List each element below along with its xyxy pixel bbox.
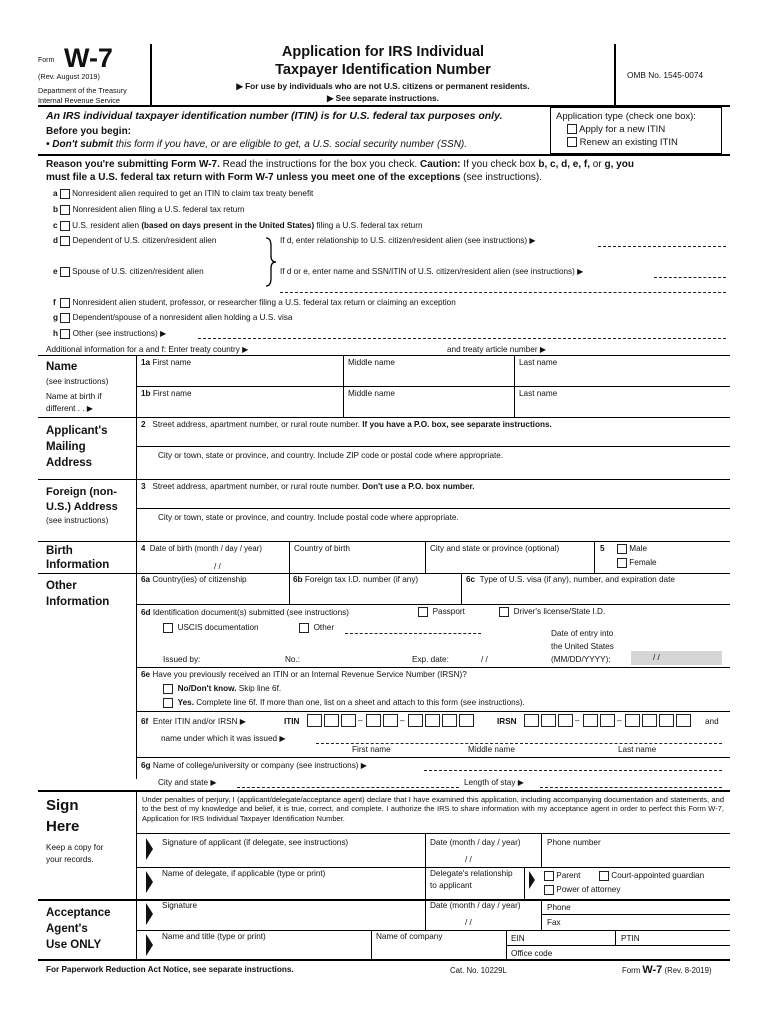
agent-name-title-label: Name and title (type or print) — [162, 932, 266, 941]
form-title-line2: Taxpayer Identification Number — [275, 62, 491, 78]
line-5: 5 — [600, 544, 605, 553]
reason-d-note: If d, enter relationship to U.S. citizen/resident alien (see instructions) ▶ — [280, 236, 536, 245]
parent-checkbox[interactable] — [544, 871, 554, 881]
form-revision: (Rev. August 2019) — [38, 72, 100, 81]
line-6f: 6f Enter ITIN and/or IRSN ▶ — [141, 717, 247, 726]
agent-date-slashes: / / — [465, 918, 472, 927]
line-6e: 6e Have you previously received an ITIN or an Internal Revenue Service Number (IRSN)? — [141, 670, 467, 679]
exp-date-slashes: / / — [481, 655, 488, 664]
no-dont-know-option[interactable]: No/Don't know. Skip line 6f. — [163, 684, 281, 694]
irsn-label: IRSN — [497, 717, 517, 726]
apply-new-option[interactable]: Apply for a new ITIN — [567, 124, 665, 135]
name-at-birth-label: Name at birth if — [46, 392, 102, 401]
before-you-begin: Before you begin: — [46, 126, 132, 137]
sign-date-slashes: / / — [465, 855, 472, 864]
foreign-see-instructions: (see instructions) — [46, 516, 109, 525]
birth-city: City and state or province (optional) — [430, 544, 560, 553]
name-at-birth-label2: different . . ▶ — [46, 404, 94, 413]
agent-name-arrow-icon — [146, 934, 153, 956]
mailing-title2: Mailing — [46, 441, 86, 453]
mailing-title3: Address — [46, 457, 93, 469]
application-type-title: Application type (check one box): — [556, 111, 696, 122]
dob-slashes: / / — [214, 562, 221, 571]
reason-c-checkbox[interactable] — [60, 221, 70, 231]
line-1a: 1a First name — [141, 358, 192, 367]
drivers-option[interactable]: Driver's license/State I.D. — [499, 607, 605, 617]
agent-title2: Agent's — [46, 923, 88, 935]
dept-line1: Department of the Treasury — [38, 86, 127, 95]
reason-e-checkbox[interactable] — [60, 267, 70, 277]
form-title-line1: Application for IRS Individual — [281, 44, 485, 60]
uscis-checkbox[interactable] — [163, 623, 173, 633]
line-6g: 6g Name of college/university or company (see instructions) ▶ — [141, 761, 368, 770]
city-state-label: City and state ▶ — [158, 778, 217, 787]
no-dont-know-checkbox[interactable] — [163, 684, 173, 694]
brace-icon — [263, 236, 279, 288]
male-option[interactable]: Male — [617, 544, 647, 554]
mailing-city: City or town, state or province, and country. Include ZIP code or postal code where appropriate. — [158, 451, 504, 460]
form-word: Form — [38, 57, 55, 64]
agent-office-code-label: Office code — [511, 949, 553, 958]
phone-number-label: Phone number — [547, 838, 601, 847]
agent-title1: Acceptance — [46, 907, 111, 919]
issued-last-name: Last name — [618, 745, 657, 754]
line-2: 2 Street address, apartment number, or rural route number. If you have a P.O. box, see separate instructions. — [141, 420, 552, 429]
delegate-rel-label2: to applicant — [430, 881, 472, 890]
city-state-field[interactable] — [237, 787, 459, 788]
reason-g-checkbox[interactable] — [60, 313, 70, 323]
agent-fax-label: Fax — [547, 918, 561, 927]
yes-option[interactable]: Yes. Complete line 6f. If more than one, list on a sheet and attach to this form (see instructions). — [163, 698, 525, 708]
renew-checkbox[interactable] — [567, 137, 577, 147]
length-stay-field[interactable] — [540, 787, 722, 788]
foreign-city: City or town, state or province, and country. Include postal code where appropriate. — [158, 513, 459, 522]
uscis-option[interactable]: USCIS documentation — [163, 623, 259, 633]
name-issued-field[interactable] — [316, 743, 722, 744]
birth-title1: Birth — [46, 545, 73, 557]
entry-date-label2: the United States — [551, 642, 614, 651]
and-label: and — [705, 717, 719, 726]
delegate-rel-label1: Delegate's relationship — [430, 869, 513, 878]
poa-option[interactable]: Power of attorney — [544, 885, 620, 895]
form-subtitle2: ▶ See separate instructions. — [327, 93, 439, 103]
middle-name-1a: Middle name — [348, 358, 395, 367]
reason-h[interactable]: h Other (see instructions) ▶ — [53, 329, 167, 339]
reason-h-checkbox[interactable] — [60, 329, 70, 339]
name-section-title: Name — [46, 361, 78, 373]
issued-by-label: Issued by: — [163, 655, 201, 664]
other-doc-field[interactable] — [345, 633, 481, 634]
reason-e-note: If d or e, enter name and SSN/ITIN of U.S. citizen/resident alien (see instructions) ▶ — [280, 267, 584, 276]
sign-title2: Here — [46, 818, 80, 835]
yes-checkbox[interactable] — [163, 698, 173, 708]
citizen-ssn-field[interactable] — [280, 292, 726, 293]
sign-title1: Sign — [46, 797, 79, 814]
reason-f[interactable]: f Nonresident alien student, professor, or researcher filing a U.S. federal tax return or claiming an exception — [53, 298, 456, 308]
agent-company-label: Name of company — [376, 932, 443, 941]
foreign-title2: U.S.) Address — [46, 501, 118, 513]
footer-form-id: Form W-7 (Rev. 8-2019) — [622, 964, 712, 976]
dont-submit-note: • Don't submit this form if you have, or are eligible to get, a U.S. social security number (SSN). — [46, 139, 468, 150]
guardian-checkbox[interactable] — [599, 871, 609, 881]
reason-f-checkbox[interactable] — [60, 298, 70, 308]
paperwork-notice: For Paperwork Reduction Act Notice, see separate instructions. — [46, 965, 294, 974]
agent-title3: Use ONLY — [46, 939, 102, 951]
treaty-article: and treaty article number ▶ — [447, 345, 547, 354]
drivers-license-checkbox[interactable] — [499, 607, 509, 617]
other-doc-checkbox[interactable] — [299, 623, 309, 633]
issued-middle-name: Middle name — [468, 745, 515, 754]
reason-b-checkbox[interactable] — [60, 205, 70, 215]
doc-number-label: No.: — [285, 655, 301, 664]
entry-date-label3: (MM/DD/YYYY): — [551, 655, 611, 664]
renew-option[interactable]: Renew an existing ITIN — [567, 137, 678, 148]
line-6d: 6d Identification document(s) submitted (see instructions) — [141, 608, 349, 617]
female-option[interactable]: Female — [617, 558, 657, 568]
relationship-field[interactable] — [598, 246, 726, 247]
reason-heading: Reason you're submitting Form W-7. Read the instructions for the box you check. Caution: If you check box b, c, d, e, f, or g, you — [46, 159, 634, 170]
agent-date-label: Date (month / day / year) — [430, 901, 521, 910]
guardian-option[interactable]: Court-appointed guardian — [599, 871, 704, 881]
application-type-box — [550, 107, 722, 154]
reason-c[interactable]: c U.S. resident alien (based on days present in the United States) filing a U.S. federal tax return — [53, 221, 423, 231]
passport-checkbox[interactable] — [418, 607, 428, 617]
birth-title2: Information — [46, 559, 110, 571]
foreign-title1: Foreign (non- — [46, 486, 117, 498]
reason-heading-line2: must file a U.S. federal tax return with Form W-7 unless you meet one of the exceptions (see instructions). — [46, 172, 543, 183]
passport-option[interactable]: Passport — [418, 607, 465, 617]
penalties-statement: Under penalties of perjury, I (applicant/delegate/acceptance agent) declare that I have examined this application, including accompanying documentation and statements, and to the best of my knowledge and belief, it is true, correct, and complete. I authorize the IRS to share information with my acceptance agent in order to perfect this Form W-7, Application for IRS Individual Taxpayer Identification Number. — [142, 795, 724, 823]
agent-sign-arrow-icon — [146, 903, 153, 925]
other-title1: Other — [46, 580, 77, 592]
citizen-name-field[interactable] — [654, 277, 726, 278]
catalog-number: Cat. No. 10229L — [450, 966, 507, 975]
name-see-instructions: (see instructions) — [46, 377, 109, 386]
sign-date-label: Date (month / day / year) — [430, 838, 521, 847]
female-checkbox[interactable] — [617, 558, 627, 568]
itin-purpose: An IRS individual taxpayer identification number (ITIN) is for U.S. federal tax purposes only. — [46, 110, 503, 122]
agent-phone-label: Phone — [547, 903, 571, 912]
sign-arrow-icon — [146, 838, 153, 860]
entry-date-field[interactable]: / / — [631, 651, 722, 665]
reason-d[interactable]: d Dependent of U.S. citizen/resident alien — [53, 236, 217, 246]
name-issued-label: name under which it was issued ▶ — [161, 734, 286, 743]
male-checkbox[interactable] — [617, 544, 627, 554]
other-reason-field[interactable] — [198, 338, 726, 339]
agent-signature-label: Signature — [162, 901, 198, 910]
line-3: 3 Street address, apartment number, or rural route number. Don't use a P.O. box number. — [141, 482, 475, 491]
entry-date-label1: Date of entry into — [551, 629, 614, 638]
keep-copy1: Keep a copy for — [46, 843, 104, 852]
college-field[interactable] — [424, 770, 722, 771]
last-name-1a: Last name — [519, 358, 558, 367]
reason-g[interactable]: g Dependent/spouse of a nonresident alien holding a U.S. visa — [53, 313, 293, 323]
line-6c: 6c Type of U.S. visa (if any), number, and expiration date — [466, 575, 675, 584]
agent-ein-label: EIN — [511, 934, 525, 943]
line-6a: 6a Country(ies) of citizenship — [141, 575, 247, 584]
delegate-arrow-icon — [146, 871, 153, 893]
reason-a[interactable]: a Nonresident alien required to get an ITIN to claim tax treaty benefit — [53, 189, 314, 199]
length-stay-label: Length of stay ▶ — [464, 778, 525, 787]
country-of-birth: Country of birth — [294, 544, 350, 553]
keep-copy2: your records. — [46, 855, 94, 864]
poa-checkbox[interactable] — [544, 885, 554, 895]
mailing-title1: Applicant's — [46, 425, 108, 437]
apply-new-checkbox[interactable] — [567, 124, 577, 134]
reason-a-checkbox[interactable] — [60, 189, 70, 199]
relationship-arrow-icon — [529, 871, 535, 889]
itin-label: ITIN — [284, 717, 300, 726]
dept-line2: Internal Revenue Service — [38, 96, 120, 105]
line-4: 4 Date of birth (month / day / year) — [141, 544, 262, 553]
other-doc-option[interactable]: Other — [299, 623, 334, 633]
reason-d-checkbox[interactable] — [60, 236, 70, 246]
agent-ptin-label: PTIN — [621, 934, 640, 943]
exp-date-label: Exp. date: — [412, 655, 449, 664]
issued-first-name: First name — [352, 745, 391, 754]
parent-option[interactable]: Parent — [544, 871, 580, 881]
form-subtitle1: ▶ For use by individuals who are not U.S. citizens or permanent residents. — [236, 81, 530, 91]
middle-name-1b: Middle name — [348, 389, 395, 398]
applicant-signature-label: Signature of applicant (if delegate, see instructions) — [162, 838, 349, 847]
reason-b[interactable]: b Nonresident alien filing a U.S. federal tax return — [53, 205, 245, 215]
last-name-1b: Last name — [519, 389, 558, 398]
line-1b: 1b First name — [141, 389, 192, 398]
omb-number: OMB No. 1545-0074 — [627, 70, 704, 80]
form-number: W-7 — [64, 43, 113, 73]
delegate-name-label: Name of delegate, if applicable (type or print) — [162, 869, 326, 878]
reason-e[interactable]: e Spouse of U.S. citizen/resident alien — [53, 267, 204, 277]
additional-info: Additional information for a and f: Enter treaty country ▶ — [46, 345, 249, 354]
other-title2: Information — [46, 596, 110, 608]
line-6b: 6b Foreign tax I.D. number (if any) — [293, 575, 419, 584]
